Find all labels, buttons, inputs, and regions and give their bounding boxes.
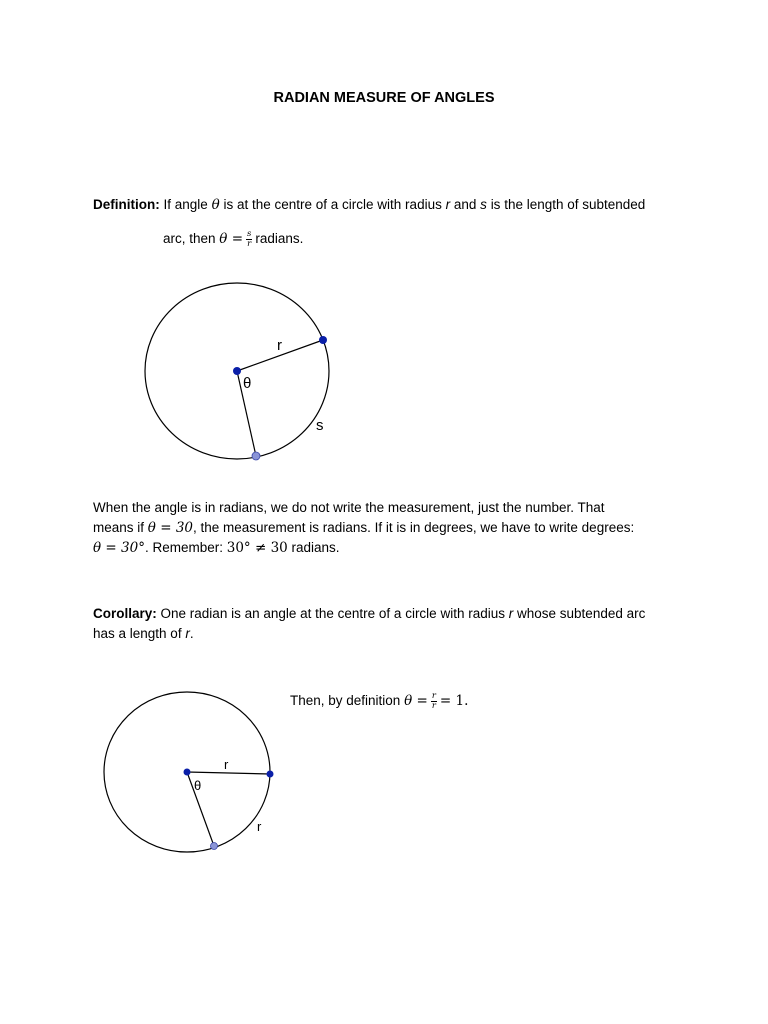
note-text-a: means if (93, 520, 145, 535)
center-point (184, 769, 191, 776)
corollary-label: Corollary: (93, 606, 157, 621)
note-text-c: . Remember: (144, 540, 223, 555)
note-text-d: radians. (291, 540, 340, 555)
label-r: r (277, 337, 282, 354)
arc-end-point (267, 771, 274, 778)
corollary-text-3: has a length of (93, 626, 182, 641)
definition-text-1: If angle (163, 197, 208, 212)
definition-text-4: is the length of subtended (490, 197, 646, 212)
fraction-s-over-r (246, 230, 252, 249)
radius-symbol: r (445, 197, 451, 212)
definition-text-6: radians. (255, 231, 304, 246)
note-equation-1: θ = 30 (147, 520, 193, 536)
center-point (233, 367, 241, 375)
definition-text-2: is at the centre of a circle with radius (223, 197, 442, 212)
corollary-radius-symbol: r (508, 606, 514, 621)
definition-text-3: and (453, 197, 477, 212)
arc-symbol: s (480, 197, 487, 212)
note-line-2 (93, 518, 693, 538)
corollary-text-1: One radian is an angle at the centre of a circle with radius (160, 606, 505, 621)
fraction-numerator: r (431, 690, 436, 701)
label-theta: θ (243, 375, 252, 392)
definition-label: Definition: (93, 197, 160, 212)
corollary-text-2: whose subtended arc (517, 606, 646, 621)
note-text-b: , the measurement is radians. If it is in degrees, we have to write degrees: (193, 520, 635, 535)
note-equation-2: θ = 30° (93, 540, 145, 556)
definition-text-5: arc, then (163, 231, 216, 246)
note-line-3 (93, 538, 693, 558)
label-r-radius: r (224, 757, 229, 772)
note-paragraph (93, 498, 693, 558)
corollary-line-1 (93, 604, 693, 624)
fraction-denominator: r (247, 238, 252, 249)
then-equation-rhs: = 1. (439, 693, 469, 709)
fraction-r-over-r (431, 692, 437, 711)
label-r-arc: r (257, 819, 262, 834)
arc-start-point (252, 452, 260, 460)
fraction-numerator: s (247, 228, 252, 239)
corollary-period: . (189, 626, 194, 641)
then-definition-text: Then, by definition (290, 693, 401, 708)
radius-line (187, 772, 270, 774)
corollary-line-2 (93, 624, 693, 644)
definition-equation: θ = (219, 231, 244, 247)
definition-line-1 (93, 195, 693, 215)
note-line-1: When the angle is in radians, we do not write the measurement, just the number. That (93, 500, 605, 515)
corollary-paragraph (93, 604, 693, 644)
theta-symbol: θ (211, 197, 220, 213)
note-equation-3: 30° ≠ 30 (226, 540, 288, 556)
arc-start-point (211, 843, 218, 850)
arc-end-point (319, 336, 327, 344)
page-title: RADIAN MEASURE OF ANGLES (273, 90, 495, 106)
definition-line-2 (163, 226, 303, 252)
fraction-denominator: r (431, 700, 436, 711)
circle-diagram-1 (120, 270, 360, 480)
then-definition-line (290, 688, 468, 714)
label-s: s (316, 417, 324, 434)
corollary-length-symbol: r (185, 626, 190, 641)
circle-diagram-2 (95, 685, 295, 860)
then-equation-lhs: θ = (404, 693, 428, 709)
label-theta: θ (194, 778, 202, 793)
